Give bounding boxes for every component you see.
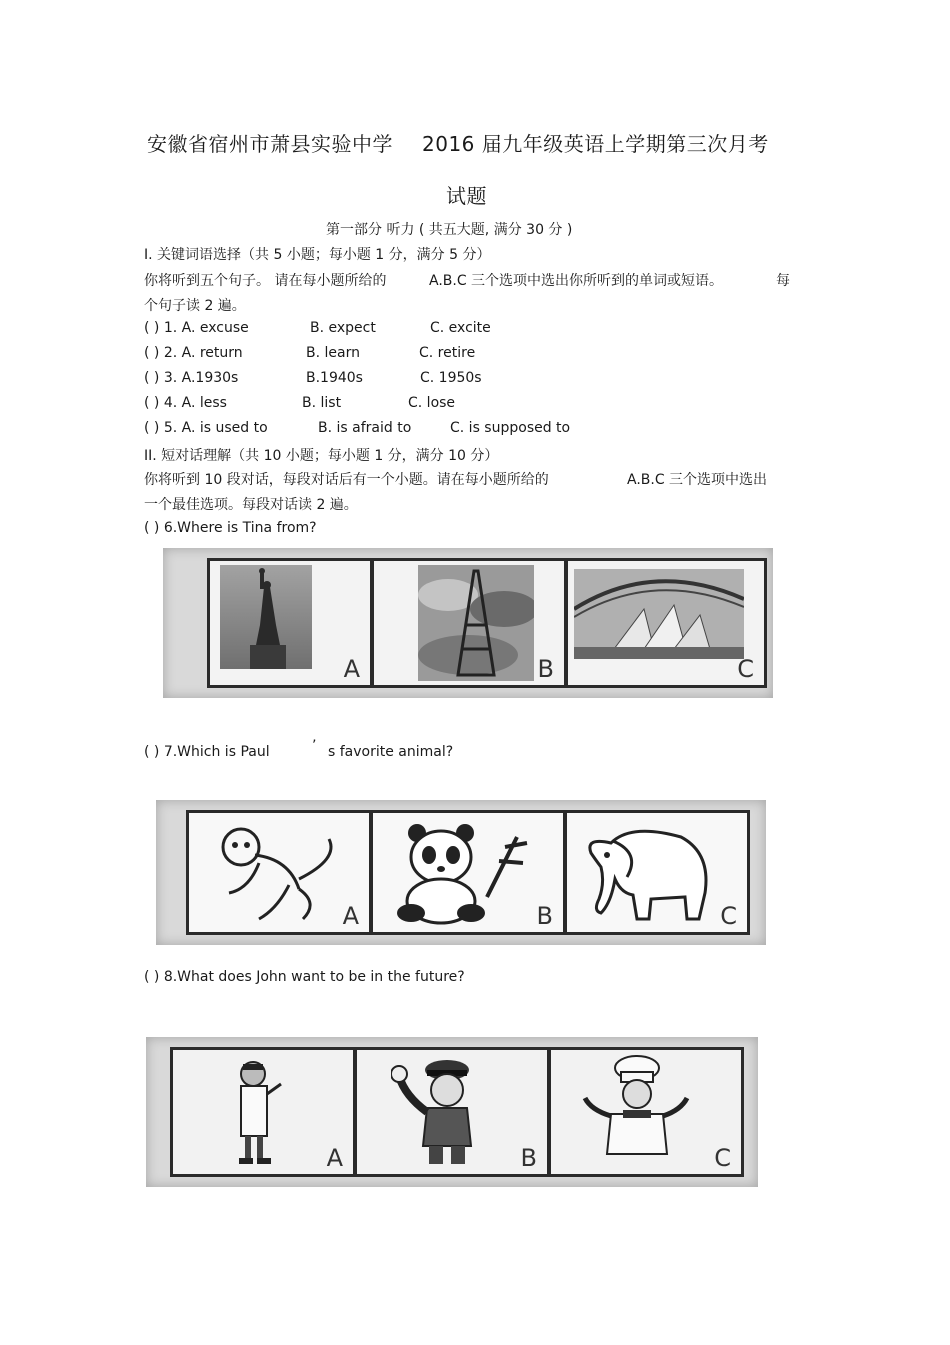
q8-image-strip: [146, 1037, 758, 1187]
doctor-image: [225, 1058, 285, 1168]
q7-label-c: C: [720, 902, 737, 930]
q2-c: C. retire: [419, 345, 476, 361]
q4-c: C. lose: [408, 395, 456, 411]
q7-panel-c: [564, 810, 750, 935]
q6-label-a: A: [343, 655, 360, 683]
panda-image: [387, 817, 537, 927]
monkey-image: [199, 819, 349, 929]
part1-instr-line2: 个句子读 2 遍。: [144, 298, 246, 314]
q5-c: C. is supposed to: [450, 420, 571, 436]
q7-image-strip: [156, 800, 766, 945]
q6-panel-b: [371, 558, 567, 688]
part1-instr-c: 每: [776, 273, 790, 289]
q6-text: ( ) 6.Where is Tina from?: [144, 520, 317, 536]
q5-b: B. is afraid to: [318, 420, 412, 436]
q8-text: ( ) 8.What does John want to be in the future?: [144, 969, 465, 985]
q7-text-b: s favorite animal?: [328, 744, 454, 760]
part2-instr-a: 你将听到 10 段对话，每段对话后有一个小题。请在每小题所给的: [144, 472, 549, 488]
q2-b: B. learn: [306, 345, 360, 361]
q6-panel-a: [207, 558, 373, 688]
part1-instr-b: A.B.C 三个选项中选出你所听到的单词或短语。: [429, 273, 724, 289]
q8-label-a: A: [326, 1144, 343, 1172]
section-heading: 第一部分 听力 ( 共五大题, 满分 30 分 ): [326, 222, 573, 238]
sydney-opera-house-image: [574, 569, 744, 659]
chef-image: [581, 1054, 691, 1166]
q3-b: B.1940s: [306, 370, 363, 386]
part2-header: II. 短对话理解（共 10 小题；每小题 1 分，满分 10 分）: [144, 448, 499, 464]
eiffel-tower-image: [418, 565, 534, 681]
title-line-2: 试题: [446, 184, 487, 208]
q6-panel-c: [565, 558, 767, 688]
q8-panel-a: [170, 1047, 356, 1177]
q7-panel-b: [370, 810, 566, 935]
q8-panel-b: [354, 1047, 550, 1177]
q8-label-c: C: [714, 1144, 731, 1172]
q8-label-b: B: [520, 1144, 537, 1172]
q6-label-c: C: [737, 655, 754, 683]
q1-a: ( ) 1. A. excuse: [144, 320, 249, 336]
q2-a: ( ) 2. A. return: [144, 345, 243, 361]
q7-label-b: B: [536, 902, 553, 930]
elephant-image: [571, 823, 721, 927]
q8-panel-c: [548, 1047, 744, 1177]
title-part-a: 安徽省宿州市萧县实验中学: [147, 132, 393, 156]
q7-text-a: ( ) 7.Which is Paul: [144, 744, 270, 760]
q1-c: C. excite: [430, 320, 491, 336]
q3-c: C. 1950s: [420, 370, 482, 386]
q7-panel-a: [186, 810, 372, 935]
q6-image-strip: [163, 548, 773, 698]
q7-apostrophe: ’: [312, 738, 317, 754]
policeman-image: [391, 1056, 501, 1168]
q4-a: ( ) 4. A. less: [144, 395, 227, 411]
q5-a: ( ) 5. A. is used to: [144, 420, 268, 436]
title-part-b: 2016 届九年级英语上学期第三次月考: [422, 132, 769, 156]
part2-instr-line2: 一个最佳选项。每段对话读 2 遍。: [144, 497, 358, 513]
part1-instr-a: 你将听到五个句子。 请在每小题所给的: [144, 273, 387, 289]
q6-label-b: B: [537, 655, 554, 683]
q7-label-a: A: [342, 902, 359, 930]
statue-of-liberty-image: [220, 565, 312, 669]
part1-header: I. 关键词语选择（共 5 小题；每小题 1 分，满分 5 分）: [144, 247, 491, 263]
q3-a: ( ) 3. A.1930s: [144, 370, 239, 386]
q4-b: B. list: [302, 395, 342, 411]
part2-instr-b: A.B.C 三个选项中选出: [627, 472, 768, 488]
q1-b: B. expect: [310, 320, 376, 336]
